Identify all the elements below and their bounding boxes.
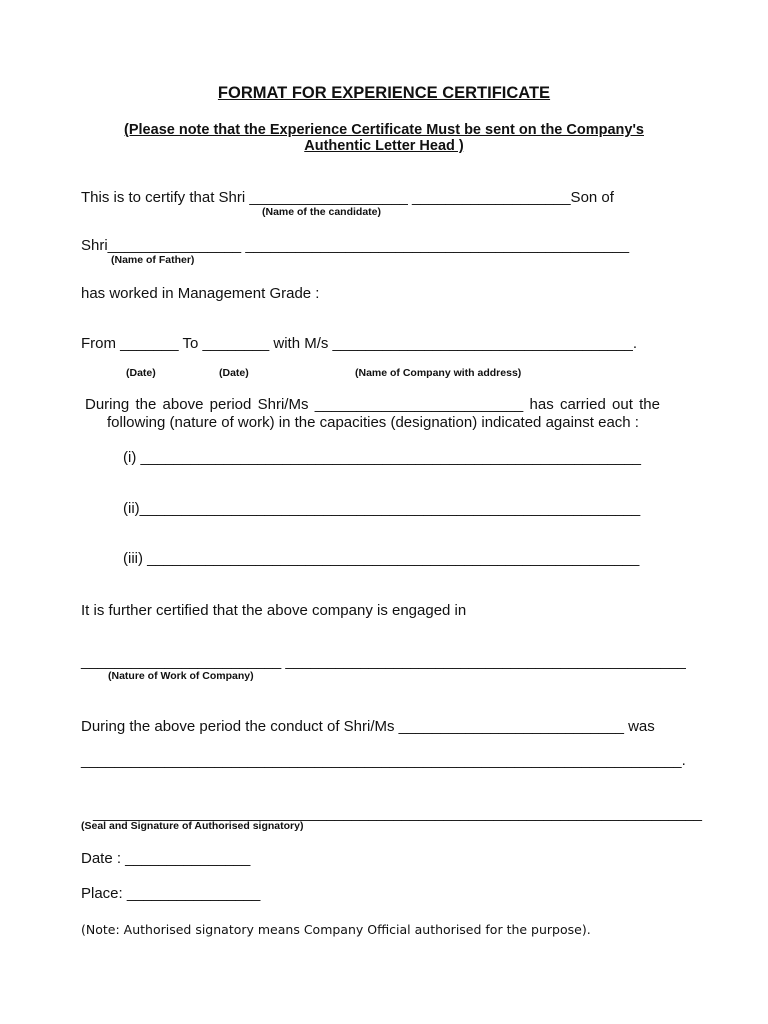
- note-line-2: Authentic Letter Head ): [304, 138, 464, 154]
- authorised-signatory-note: (Note: Authorised signatory means Company Official authorised for the purpose).: [81, 922, 591, 937]
- from-date-label: (Date): [126, 367, 156, 379]
- date-field-line: Date : _______________: [81, 850, 251, 867]
- designation-item-iii: (iii) ___________________________________________________________: [123, 550, 640, 567]
- note-line-1: (Please note that the Experience Certificate Must be sent on the Company's: [124, 122, 644, 138]
- designation-item-ii: (ii)____________________________________________________________: [123, 500, 641, 517]
- period-line-2: following (nature of work) in the capacities (designation) indicated against each :: [107, 414, 639, 431]
- company-name-label: (Name of Company with address): [355, 367, 522, 379]
- engaged-line: It is further certified that the above company is engaged in: [81, 602, 467, 619]
- designation-item-i: (i) ____________________________________________________________: [123, 449, 642, 466]
- father-name-label: (Name of Father): [111, 254, 195, 266]
- seal-signature-label: (Seal and Signature of Authorised signatory): [81, 820, 304, 832]
- to-date-label: (Date): [219, 367, 249, 379]
- certify-line: This is to certify that Shri ___________________ ___________________Son of: [81, 189, 614, 206]
- nature-of-work-label: (Nature of Work of Company): [108, 670, 254, 682]
- candidate-name-label: (Name of the candidate): [262, 206, 382, 218]
- seal-signature-line: _________________________________________________________________________: [93, 805, 702, 822]
- place-field-line: Place: ________________: [81, 885, 261, 902]
- conduct-blank-line: ________________________________________________________________________.: [81, 752, 686, 769]
- father-line: Shri________________ ______________________________________________: [81, 237, 630, 254]
- conduct-line: During the above period the conduct of Shri/Ms ___________________________ was: [81, 718, 655, 735]
- management-grade-line: has worked in Management Grade :: [81, 285, 320, 302]
- nature-of-work-line: ________________________ ________________________________________________: [81, 653, 686, 670]
- document-title: FORMAT FOR EXPERIENCE CERTIFICATE: [217, 84, 551, 102]
- from-to-line: From _______ To ________ with M/s ____________________________________.: [81, 335, 638, 352]
- period-line-1: During the above period Shri/Ms _________________________ has carried out the: [85, 396, 660, 413]
